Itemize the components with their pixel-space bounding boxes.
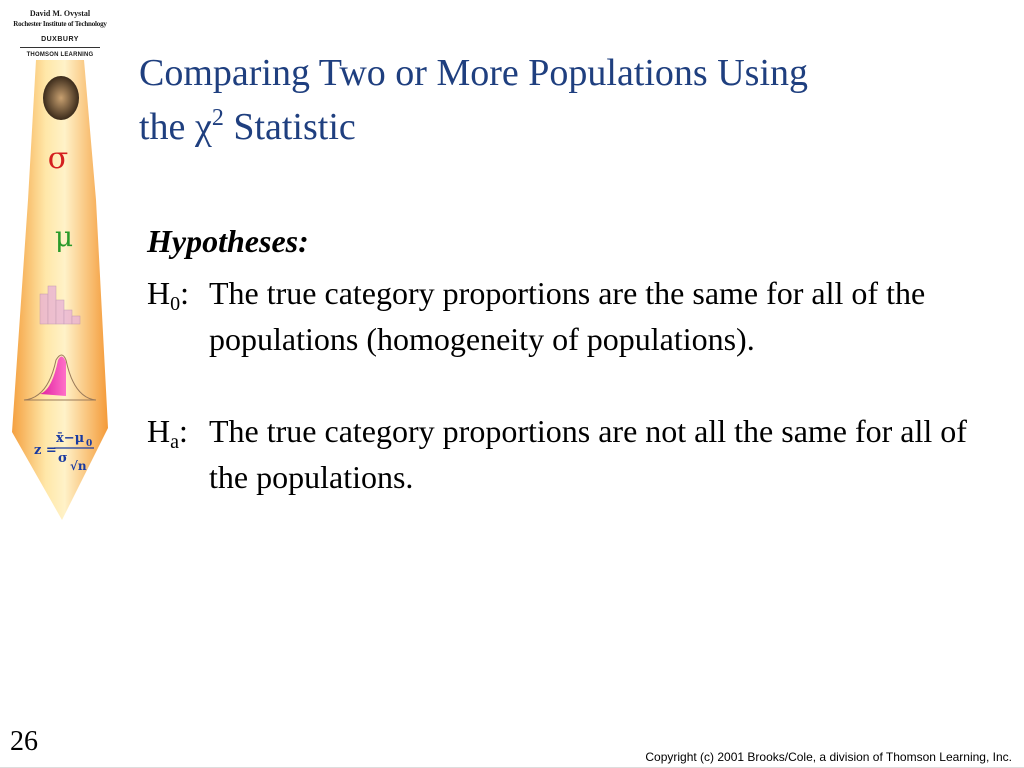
publisher-credits (0, 8, 120, 61)
hypotheses-heading: Hypotheses: (147, 223, 309, 259)
tie-knot (43, 76, 79, 120)
author-name: David M. Ovystal (29, 9, 91, 18)
sigma-symbol: σ (47, 141, 69, 176)
slide-title (139, 46, 999, 154)
title-line-1: Comparing Two or More Populations Using (139, 52, 809, 94)
svg-text:σ: σ (58, 451, 68, 466)
alternative-hypothesis-label: $H_a$: (147, 413, 188, 453)
svg-text:√n: √n (70, 459, 87, 473)
svg-text:z =: z = (34, 443, 57, 458)
alternative-hypothesis-text: The true category proportions are not all the same for all of the populations. (209, 413, 967, 495)
alternative-hypothesis (147, 408, 977, 500)
slide-body (147, 218, 977, 500)
chi-superscript: 2 (211, 105, 224, 131)
publisher-divider (20, 47, 100, 48)
null-hypothesis-text: The true category proportions are the same for all of the populations (homogeneity of populations). (209, 275, 926, 357)
copyright-notice: Copyright (c) 2001 Brooks/Cole, a division of Thomson Learning, Inc. (645, 750, 1012, 764)
slide-number: 26 (10, 726, 38, 757)
mu-symbol: μ (54, 220, 74, 253)
publisher-sub: THOMSON LEARNING (26, 52, 94, 58)
null-hypothesis-label: $H_0$: (147, 275, 189, 315)
svg-text:0: 0 (86, 439, 93, 449)
tie-decoration (0, 60, 120, 530)
author-institution: Rochester Institute of Technology (13, 20, 107, 28)
publisher-name: DUXBURY (41, 36, 79, 43)
null-hypothesis (147, 270, 977, 362)
svg-text:x̄−μ: x̄−μ (56, 431, 85, 446)
spacer (147, 362, 977, 408)
title-line-2: the $\chi^2$ Statistic (139, 105, 356, 148)
chi-symbol: χ (194, 106, 212, 148)
